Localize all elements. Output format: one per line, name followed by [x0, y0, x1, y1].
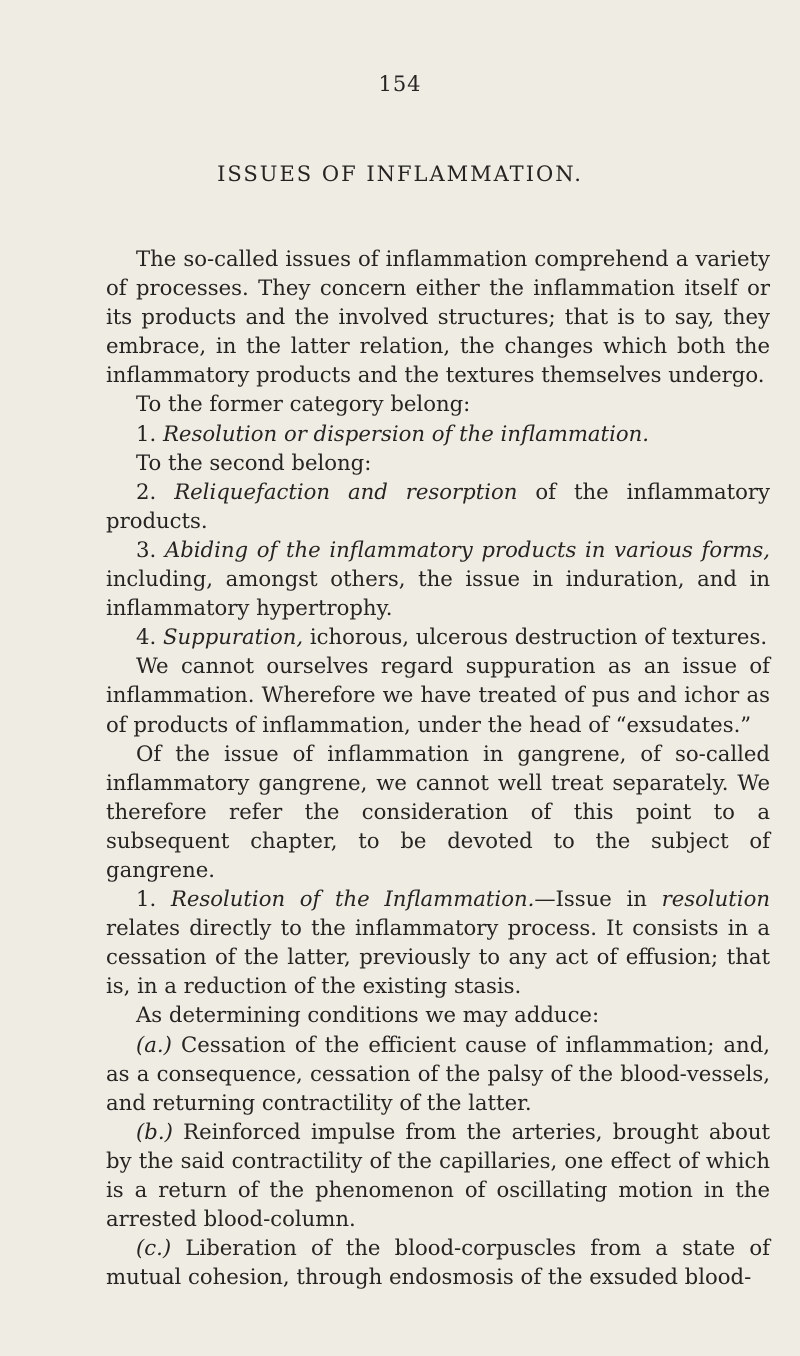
- chapter-title: ISSUES OF INFLAMMATION.: [217, 162, 583, 186]
- condition-text: Reinforced impulse from the arteries, brought about by the said contractility of the capillaries, one effect of which is a return of the phenomenon of oscillating motion in the arrested blood-column.: [106, 1118, 770, 1232]
- paragraph-second-category: To the second belong:: [136, 449, 372, 475]
- item-heading: Suppuration,: [162, 624, 304, 650]
- condition-text: Liberation of the blood-corpuscles from a state of mutual cohesion, through endosmosis of the exsuded blood-: [106, 1235, 770, 1290]
- item-text: of the inflammatory products.: [106, 478, 770, 533]
- condition-label: (a.): [136, 1031, 172, 1057]
- item-heading: Reliquefaction and resorption: [174, 478, 518, 504]
- item-text: ichorous, ulcerous destruction of textures.: [309, 624, 768, 650]
- paragraph-condition-c: [106, 1233, 770, 1291]
- paragraph-item-1: [106, 419, 770, 448]
- condition-label: (c.): [136, 1235, 172, 1261]
- paragraph-item-4: [106, 622, 770, 651]
- paragraph-condition-a: [106, 1030, 770, 1117]
- item-heading: Resolution or dispersion of the inflammation.: [162, 420, 649, 446]
- paragraph-intro: The so-called issues of inflammation comprehend a variety of processes. They concern either the inflammation itself or its products and the involved structures; that is to say, they embrace, in the latter relation, the changes which both the inflammatory products and the textures themselves undergo.: [106, 246, 770, 388]
- item-number: 1.: [136, 420, 157, 446]
- section-number: 1.: [136, 886, 157, 912]
- paragraph-gangrene: Of the issue of inflammation in gangrene, of so-called inflammatory gangrene, we cannot well treat separately. We therefore refer the consideration of this point to a subsequent chapter, to be devoted to the subject of gangrene.: [106, 740, 770, 882]
- paragraph-condition-b: [106, 1117, 770, 1233]
- paragraph-suppuration: We cannot ourselves regard suppuration as an issue of inflammation. Wherefore we have treated of pus and ichor as of products of inflammation, under the head of “exsudates.”: [106, 653, 770, 737]
- condition-label: (b.): [136, 1118, 173, 1144]
- section-text: relates directly to the inflammatory process. It consists in a cessation of the latter, previously to any act of effusion; that is, in a reduction of the existing stasis.: [106, 915, 770, 999]
- section-dash: —Issue in: [534, 886, 647, 912]
- paragraph-conditions: As determining conditions we may adduce:: [136, 1002, 600, 1028]
- item-number: 4.: [136, 624, 157, 650]
- item-number: 2.: [136, 478, 157, 504]
- body-text: [106, 244, 770, 1291]
- paragraph-resolution: [106, 884, 770, 1000]
- section-heading: Resolution of the Inflammation.: [170, 886, 535, 912]
- paragraph-item-3: [106, 535, 770, 622]
- item-number: 3.: [136, 536, 157, 562]
- paragraph-item-2: [106, 477, 770, 535]
- item-text: including, amongst others, the issue in induration, and in inflammatory hypertrophy.: [106, 566, 770, 621]
- paragraph-former-category: To the former category belong:: [136, 391, 471, 417]
- condition-text: Cessation of the efficient cause of inflammation; and, as a consequence, cessation of the palsy of the blood-vessels, and returning contractility of the latter.: [106, 1031, 770, 1115]
- section-term: resolution: [661, 886, 770, 912]
- item-heading: Abiding of the inflammatory products in various forms,: [164, 536, 770, 562]
- page-number: 154: [378, 72, 422, 96]
